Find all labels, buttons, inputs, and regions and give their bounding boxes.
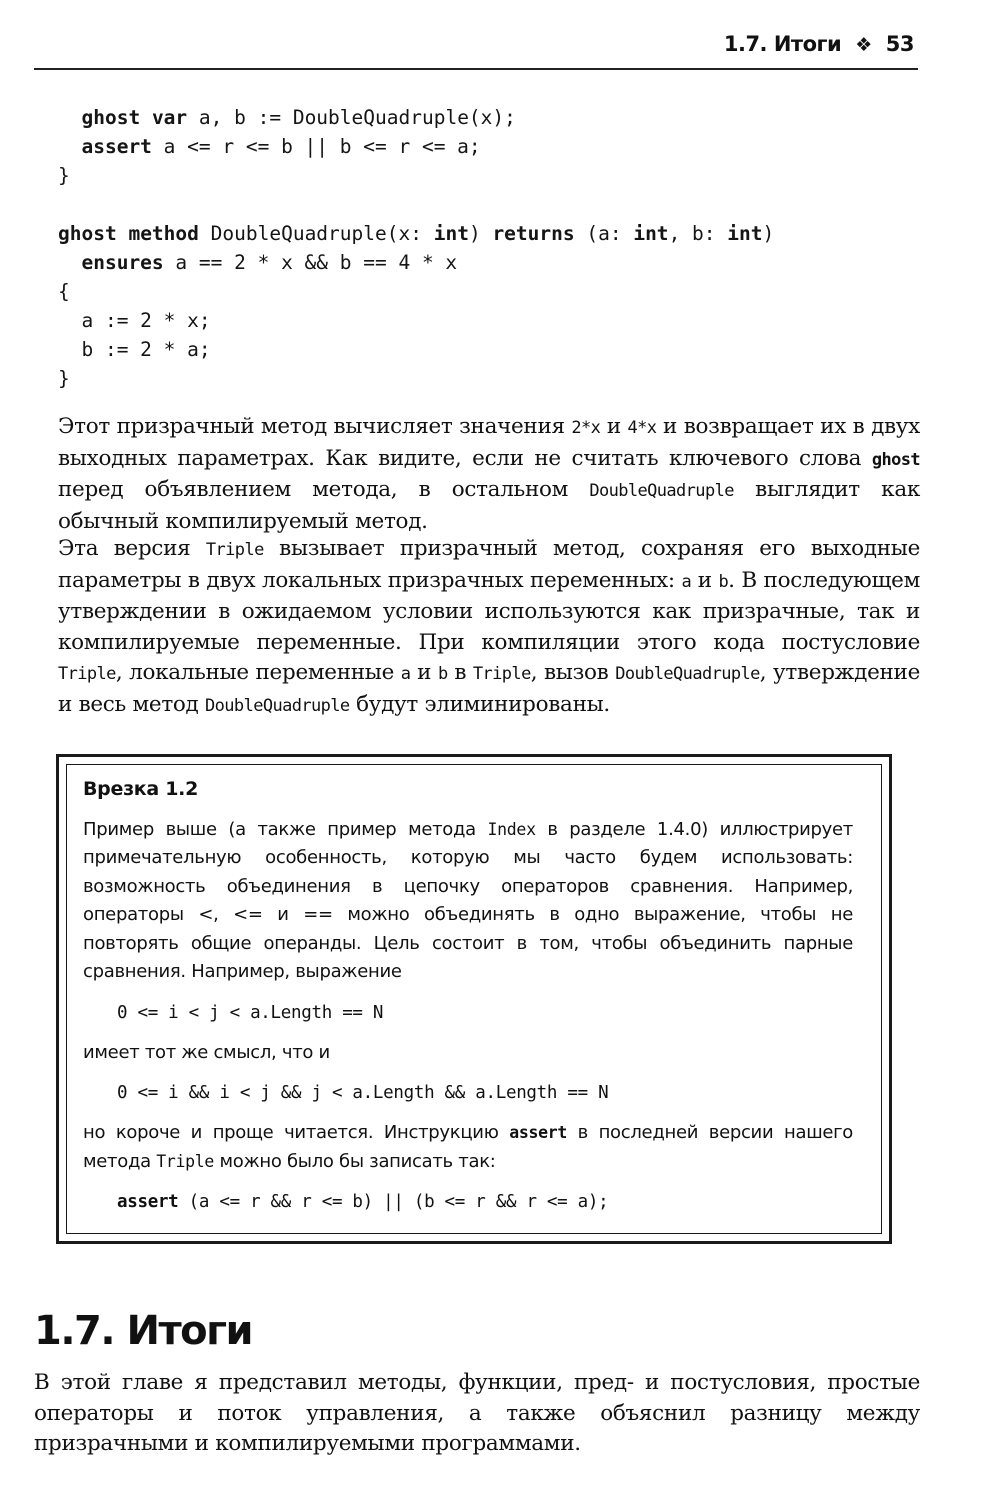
inline-code: Triple bbox=[58, 664, 116, 684]
inline-code: b bbox=[437, 664, 448, 684]
code-keyword: assert bbox=[81, 135, 152, 158]
text-run: в bbox=[447, 660, 473, 685]
text-run: . В последующем утверждении в ожидаемом условии используются как призрачные, так и компилируемые переменные. При компиляции этого кода постусловие bbox=[58, 567, 920, 655]
code-text: ) bbox=[468, 222, 493, 245]
sidebar-paragraph-2: имеет тот же смысл, что и bbox=[83, 1041, 330, 1063]
code-keyword: int bbox=[433, 222, 469, 245]
text-run: Этот призрачный метод вычисляет значения bbox=[58, 414, 572, 439]
code-text bbox=[140, 106, 152, 129]
sidebar-paragraph-3 bbox=[83, 1119, 853, 1176]
sidebar-content bbox=[83, 775, 853, 1228]
inline-code: a bbox=[681, 571, 692, 592]
paragraph-ghost-method bbox=[58, 412, 920, 537]
inline-code: b bbox=[718, 571, 729, 592]
sidebar-code-1: 0 <= i < j < a.Length == N bbox=[117, 1002, 384, 1023]
code-keyword: int bbox=[727, 222, 763, 245]
code-text: a := 2 * x; bbox=[58, 309, 211, 332]
sidebar-paragraph-1 bbox=[83, 816, 853, 987]
code-text bbox=[117, 222, 129, 245]
text-run: и bbox=[600, 414, 628, 439]
code-text: a <= r <= b || b <= r <= a; bbox=[151, 135, 481, 158]
diamond-ornament-icon: ❖ bbox=[855, 34, 872, 56]
code-keyword: ghost bbox=[81, 106, 141, 129]
running-head-section: 1.7. Итоги bbox=[723, 32, 842, 56]
code-text: ) bbox=[762, 222, 775, 245]
inline-code: assert bbox=[509, 1123, 567, 1142]
page-header bbox=[34, 30, 918, 70]
text-run: Пример выше (а также пример метода bbox=[83, 818, 488, 840]
inline-code: Triple bbox=[205, 540, 264, 560]
inline-code: a bbox=[400, 664, 411, 684]
code-line bbox=[58, 338, 211, 361]
running-head bbox=[724, 32, 914, 56]
text-run: , вызов bbox=[530, 660, 616, 685]
inline-code: DoubleQuadruple bbox=[589, 481, 734, 501]
code-line bbox=[58, 251, 457, 274]
code-text bbox=[58, 251, 81, 274]
text-run: Эта версия bbox=[58, 536, 206, 561]
code-keyword: ghost bbox=[58, 222, 117, 245]
sidebar-box bbox=[56, 754, 892, 1244]
code-keyword: var bbox=[151, 106, 188, 129]
paragraph-triple-version bbox=[58, 534, 920, 721]
text-run: в последней версии нашего метода bbox=[83, 1122, 854, 1172]
inline-code: DoubleQuadruple bbox=[615, 664, 760, 684]
code-text: } bbox=[58, 367, 70, 390]
code-line bbox=[58, 280, 70, 303]
inline-code: ghost bbox=[871, 449, 920, 470]
section-heading: 1.7. Итоги bbox=[34, 1308, 253, 1354]
inline-code: DoubleQuadruple bbox=[205, 695, 350, 716]
text-run: , утверждение и весь метод bbox=[58, 660, 921, 717]
code-line bbox=[58, 164, 70, 187]
text-run: выглядит как обычный компилируемый метод. bbox=[58, 477, 920, 534]
code-text: } bbox=[58, 164, 70, 187]
text-run: и bbox=[410, 660, 438, 685]
code-text: DoubleQuadruple(x: bbox=[198, 222, 434, 245]
code-text: a == 2 * x && b == 4 * x bbox=[163, 251, 458, 274]
text-run: но короче и проще читается. Инструкцию bbox=[83, 1122, 510, 1143]
code-line bbox=[58, 106, 516, 129]
inline-code: 4*x bbox=[627, 418, 657, 438]
text-run: перед объявлением метода, в остальном bbox=[58, 477, 590, 502]
text-run: в разделе 1.4.0) иллюстрирует примечательную особенность, которую мы часто будем использовать: возможность объединения в цепочку операторов сравнения. Например, операторы <, <= и == можно объединять в одно выражение, чтобы не повторять общие операнды. Цель состоит в том, чтобы объединить парные сравнения. Например, выражение bbox=[83, 818, 853, 982]
text-run: и bbox=[691, 567, 719, 593]
sidebar-code-3 bbox=[117, 1188, 853, 1216]
code-keyword: method bbox=[128, 222, 199, 245]
code-text: b := 2 * a; bbox=[58, 338, 211, 361]
code-text: { bbox=[58, 280, 70, 303]
code-line bbox=[58, 135, 481, 158]
inline-code: Triple bbox=[472, 664, 531, 684]
sidebar-title: Врезка 1.2 bbox=[83, 778, 198, 800]
text-run: и возвращает их в двух выходных параметрах. Как видите, если не считать ключевого слова bbox=[58, 414, 920, 471]
code-text: a, b := DoubleQuadruple(x); bbox=[187, 106, 516, 129]
code-block bbox=[58, 103, 774, 393]
text-run: можно было бы записать так: bbox=[214, 1150, 496, 1172]
code-text bbox=[58, 135, 81, 158]
keyword: assert bbox=[117, 1192, 179, 1212]
sidebar-code-2: 0 <= i && i < j && j < a.Length && a.Length == N bbox=[117, 1083, 609, 1103]
inline-code: Triple bbox=[156, 1151, 215, 1171]
code-text bbox=[58, 106, 81, 129]
code-line bbox=[58, 309, 211, 332]
summary-paragraph: В этой главе я представил методы, функции, пред- и постусловия, простые операторы и поток управления, а также объяснил разницу между призрачными и компилируемыми программами. bbox=[34, 1370, 920, 1456]
page-number: 53 bbox=[885, 32, 914, 56]
code-text: (a: bbox=[574, 222, 634, 245]
inline-code: 2*x bbox=[571, 418, 601, 438]
text-run: вызывает призрачный метод, сохраняя его выходные параметры в двух локальных призрачных переменных: bbox=[58, 536, 920, 593]
text-run: , локальные переменные bbox=[115, 660, 401, 685]
inline-code: Index bbox=[487, 819, 536, 839]
text-run: будут элиминированы. bbox=[349, 691, 610, 717]
code-line bbox=[58, 222, 774, 245]
text-run: (a <= r && r <= b) || (b <= r && r <= a); bbox=[178, 1192, 609, 1212]
code-keyword: int bbox=[633, 222, 669, 245]
code-text: , b: bbox=[668, 222, 728, 245]
code-keyword: returns bbox=[492, 222, 575, 245]
code-line bbox=[58, 367, 70, 390]
code-keyword: ensures bbox=[81, 251, 164, 274]
